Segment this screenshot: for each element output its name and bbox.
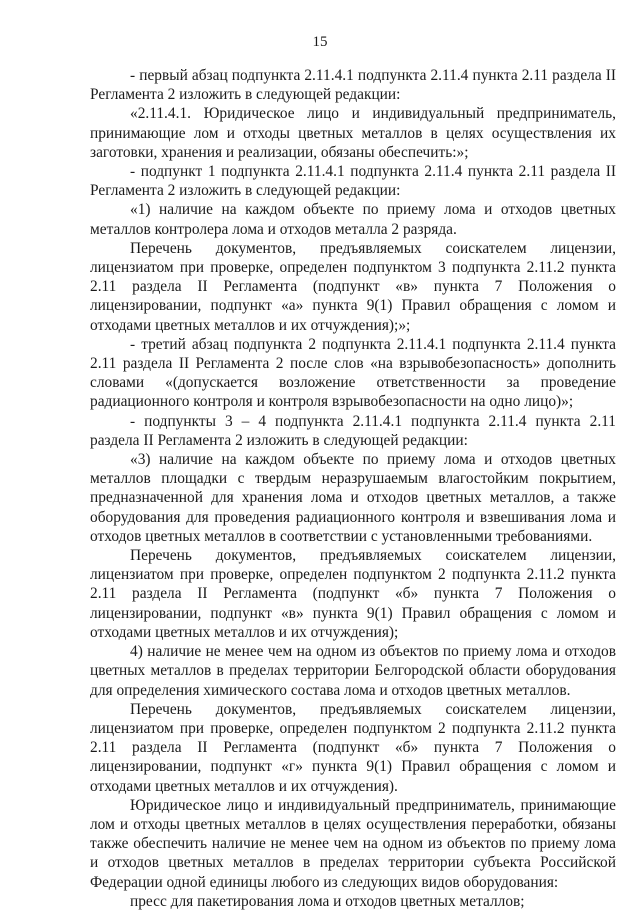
- paragraph: - подпункты 3 – 4 подпункта 2.11.4.1 подпункта 2.11.4 пункта 2.11 раздела II Регламента 2 изложить в следующей редакции:: [90, 412, 616, 449]
- paragraph: - первый абзац подпункта 2.11.4.1 подпункта 2.11.4 пункта 2.11 раздела II Регламента 2 изложить в следующей редакции:: [90, 67, 616, 104]
- paragraph: 4) наличие не менее чем на одном из объектов по приему лома и отходов цветных металлов в пределах территории Белгородской области оборудования для определения химического состава лома и отходов цветных металлов.: [90, 643, 616, 699]
- paragraph: Перечень документов, предъявляемых соискателем лицензии, лицензиатом при проверке, определен подпунктом 2 подпункта 2.11.2 пункта 2.11 раздела II Регламента (подпункт «б» пункта 7 Положения о лицензировании, подпункт «в» пункта 9(1) Правил обращения с ломом и отходами цветных металлов и их отчуждения);: [90, 547, 616, 641]
- paragraph: пресс для пакетирования лома и отходов цветных металлов;: [130, 892, 525, 910]
- page-number: 15: [312, 34, 328, 50]
- paragraph: «1) наличие на каждом объекте по приему лома и отходов цветных металлов контролера лома и отходов металла 2 разряда.: [90, 201, 616, 238]
- document-body: [90, 66, 616, 911]
- paragraph: «2.11.4.1. Юридическое лицо и индивидуальный предприниматель, принимающие лом и отходы цветных металлов в целях осуществления их заготовки, хранения и реализации, обязаны обеспечить:»;: [90, 105, 616, 161]
- paragraph: Перечень документов, предъявляемых соискателем лицензии, лицензиатом при проверке, определен подпунктом 2 подпункта 2.11.2 пункта 2.11 раздела II Регламента (подпункт «б» пункта 7 Положения о лицензировании, подпункт «г» пункта 9(1) Правил обращения с ломом и отходами цветных металлов и их отчуждения).: [90, 700, 616, 795]
- paragraph: Юридическое лицо и индивидуальный предприниматель, принимающие лом и отходы цветных металлов в целях осуществления переработки, обязаны также обеспечить наличие не менее чем на одном из объектов по приему лома и отходов цветных металлов в пределах территории субъекта Российской Федерации одной единицы любого из следующих видов оборудования:: [90, 796, 616, 891]
- paragraph: - третий абзац подпункта 2 подпункта 2.11.4.1 подпункта 2.11.4 пункта 2.11 раздела II Регламента 2 после слов «на взрывобезопасность» дополнить словами «(допускается возложение ответственности за проведение радиационного контроля и контроля взрывобезопасности на одно лицо)»;: [90, 335, 616, 411]
- paragraph: «3) наличие на каждом объекте по приему лома и отходов цветных металлов площадки с твердым неразрушаемым влагостойким покрытием, предназначенной для хранения лома и отходов цветных металлов, а также оборудования для проведения радиационного контроля и взвешивания лома и отходов цветных металлов в соответствии с установленными требованиями.: [90, 451, 616, 545]
- paragraph: Перечень документов, предъявляемых соискателем лицензии, лицензиатом при проверке, определен подпунктом 3 подпункта 2.11.2 пункта 2.11 раздела II Регламента (подпункт «в» пункта 7 Положения о лицензировании, подпункт «а» пункта 9(1) Правил обращения с ломом и отходами цветных металлов и их отчуждения);»;: [90, 239, 616, 334]
- paragraph: - подпункт 1 подпункта 2.11.4.1 подпункта 2.11.4 пункта 2.11 раздела II Регламента 2 изложить в следующей редакции:: [90, 163, 616, 200]
